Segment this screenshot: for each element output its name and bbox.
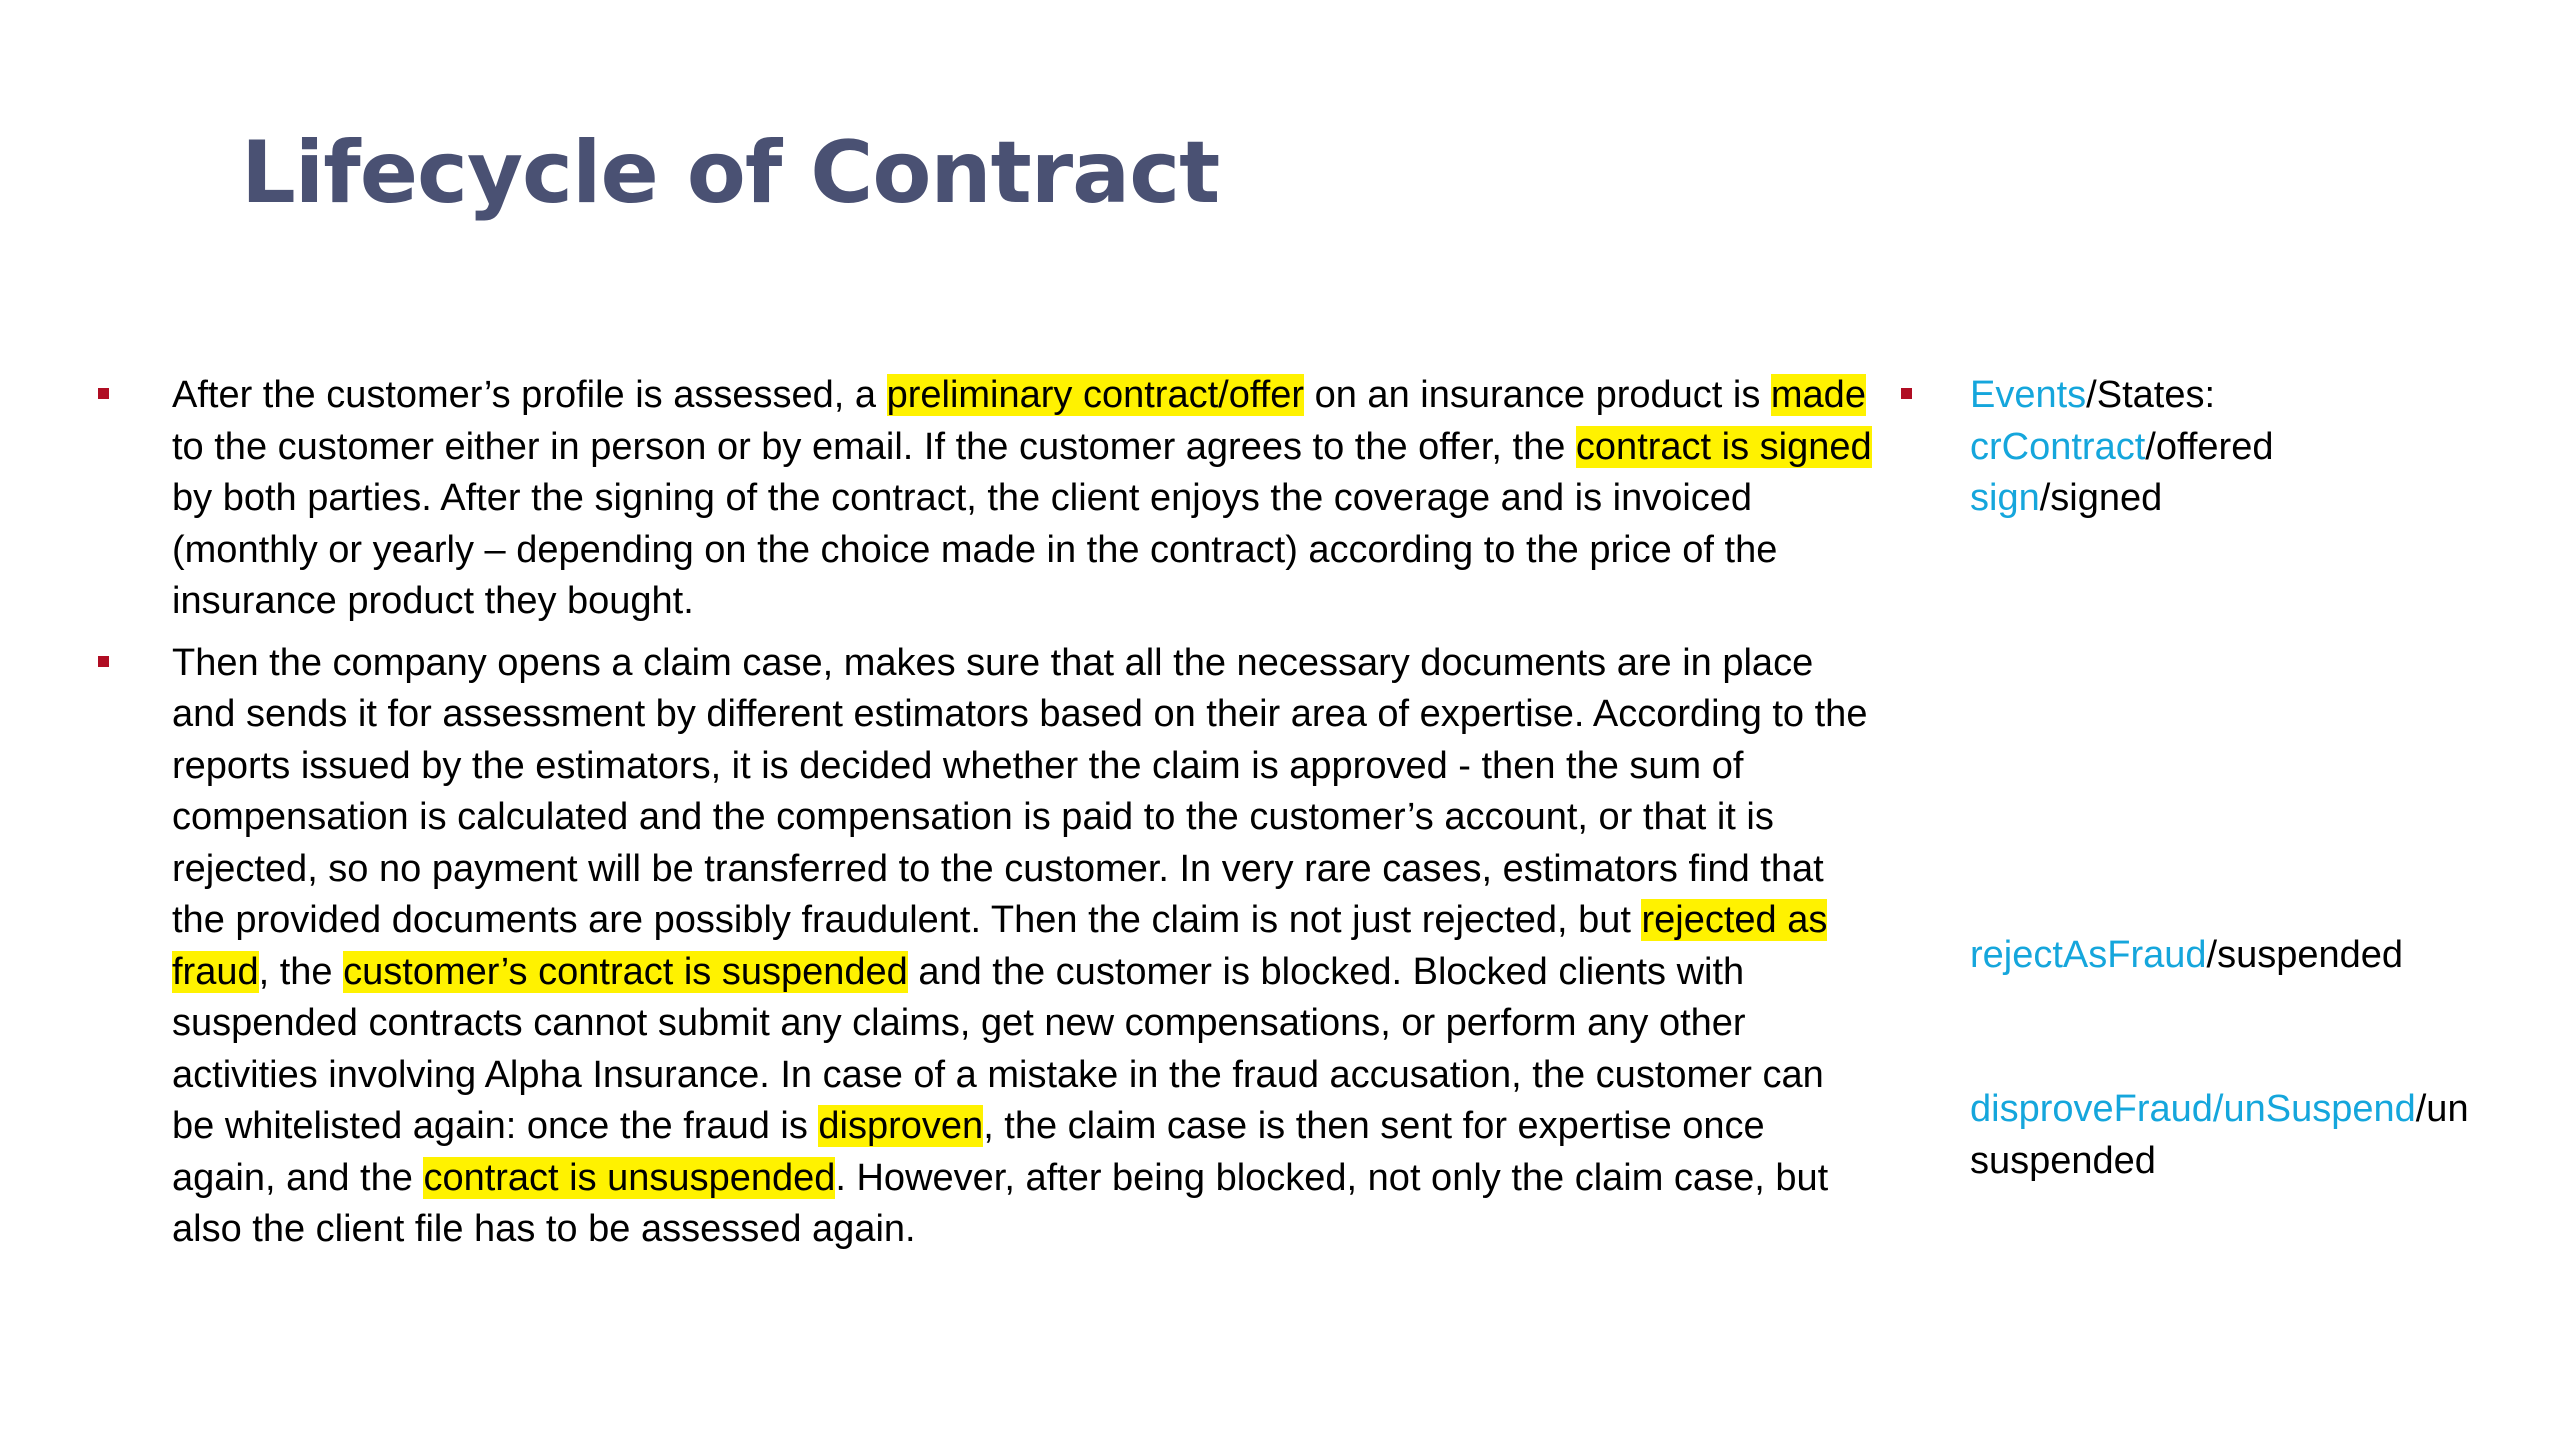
main-content	[0, 370, 1900, 1266]
states-label: /States:	[2086, 374, 2216, 416]
text-segment: . However, after being blocked, not only the claim case, but also the client file has to be assessed again.	[172, 1156, 1829, 1250]
text-segment: Then the company opens a claim case, makes sure that all the necessary documents are in place and sends it for assessment by different estimators based on their area of expertise. According to the reports issued by the estimators, it is decided whether the claim is approved - then the sum of compensation is calculated and the compensation is paid to the customer’s account, or that it is rejected, so no payment will be transferred to the customer. In very rare cases, estimators find that the provided documents are possibly fraudulent. Then the claim is not just rejected, but	[172, 641, 1868, 941]
text-segment: to the customer either in person or by email. If the customer agrees to the offer, the	[172, 425, 1576, 468]
state-offered: /offered	[2145, 425, 2274, 468]
event-rejectasfraud: rejectAsFraud	[1970, 934, 2207, 976]
text-segment: After the customer’s profile is assessed, a	[172, 374, 887, 416]
events-states-header	[1970, 370, 2215, 422]
state-unsuspended-part1: /un	[2415, 1088, 2469, 1130]
bullet-square-icon	[98, 388, 109, 399]
highlight-contract-suspended: customer’s contract is suspended	[343, 950, 908, 993]
highlight-made: made	[1770, 374, 1866, 416]
event-crcontract: crContract	[1970, 425, 2146, 468]
highlight-contract-unsuspended: contract is unsuspended	[423, 1156, 836, 1199]
event-disprovefraud-unsuspend: disproveFraud/unSuspend	[1970, 1088, 2416, 1130]
bullet-paragraph-contract-offer	[0, 370, 1872, 628]
highlight-rejected-as-fraud: rejected as fraud	[172, 899, 1828, 993]
text-segment: by both parties. After the signing of the contract, the client enjoys the coverage and is invoiced (monthly or yearly – depending on the choice made in the contract) according to the price of the insurance product they bought.	[172, 477, 1778, 622]
highlight-disproven: disproven	[818, 1105, 984, 1147]
state-suspended-entry	[1970, 930, 2403, 982]
state-unsuspended-entry	[1970, 1084, 2469, 1136]
text-segment: , the	[258, 950, 344, 993]
text-segment: , the claim case is then sent for expertise once again, and the	[172, 1105, 1765, 1199]
highlight-preliminary-contract: preliminary contract/offer	[886, 374, 1305, 416]
state-offered-entry	[1970, 422, 2273, 474]
state-unsuspended-continuation	[1970, 1136, 2156, 1188]
state-suspended: /suspended	[2206, 934, 2404, 976]
events-label: Events	[1970, 374, 2087, 416]
state-signed: /signed	[2039, 477, 2163, 519]
text-segment: on an insurance product is	[1304, 374, 1771, 416]
event-sign: sign	[1970, 477, 2040, 519]
bullet-square-icon	[98, 656, 109, 667]
bullet-square-icon	[1901, 388, 1912, 399]
highlight-contract-signed: contract is signed	[1575, 425, 1872, 468]
text-segment: and the customer is blocked. Blocked clients with suspended contracts cannot submit any claims, get new compensations, or perform any other activities involving Alpha Insurance. In case of a mistake in the fraud accusation, the customer can be whitelisted again: once the fraud is	[172, 950, 1824, 1147]
state-signed-entry	[1970, 473, 2162, 525]
slide-title: Lifecycle of Contract	[241, 123, 1220, 223]
state-unsuspended-part2: suspended	[1970, 1139, 2156, 1182]
bullet-paragraph-claim-case	[0, 638, 1872, 1256]
